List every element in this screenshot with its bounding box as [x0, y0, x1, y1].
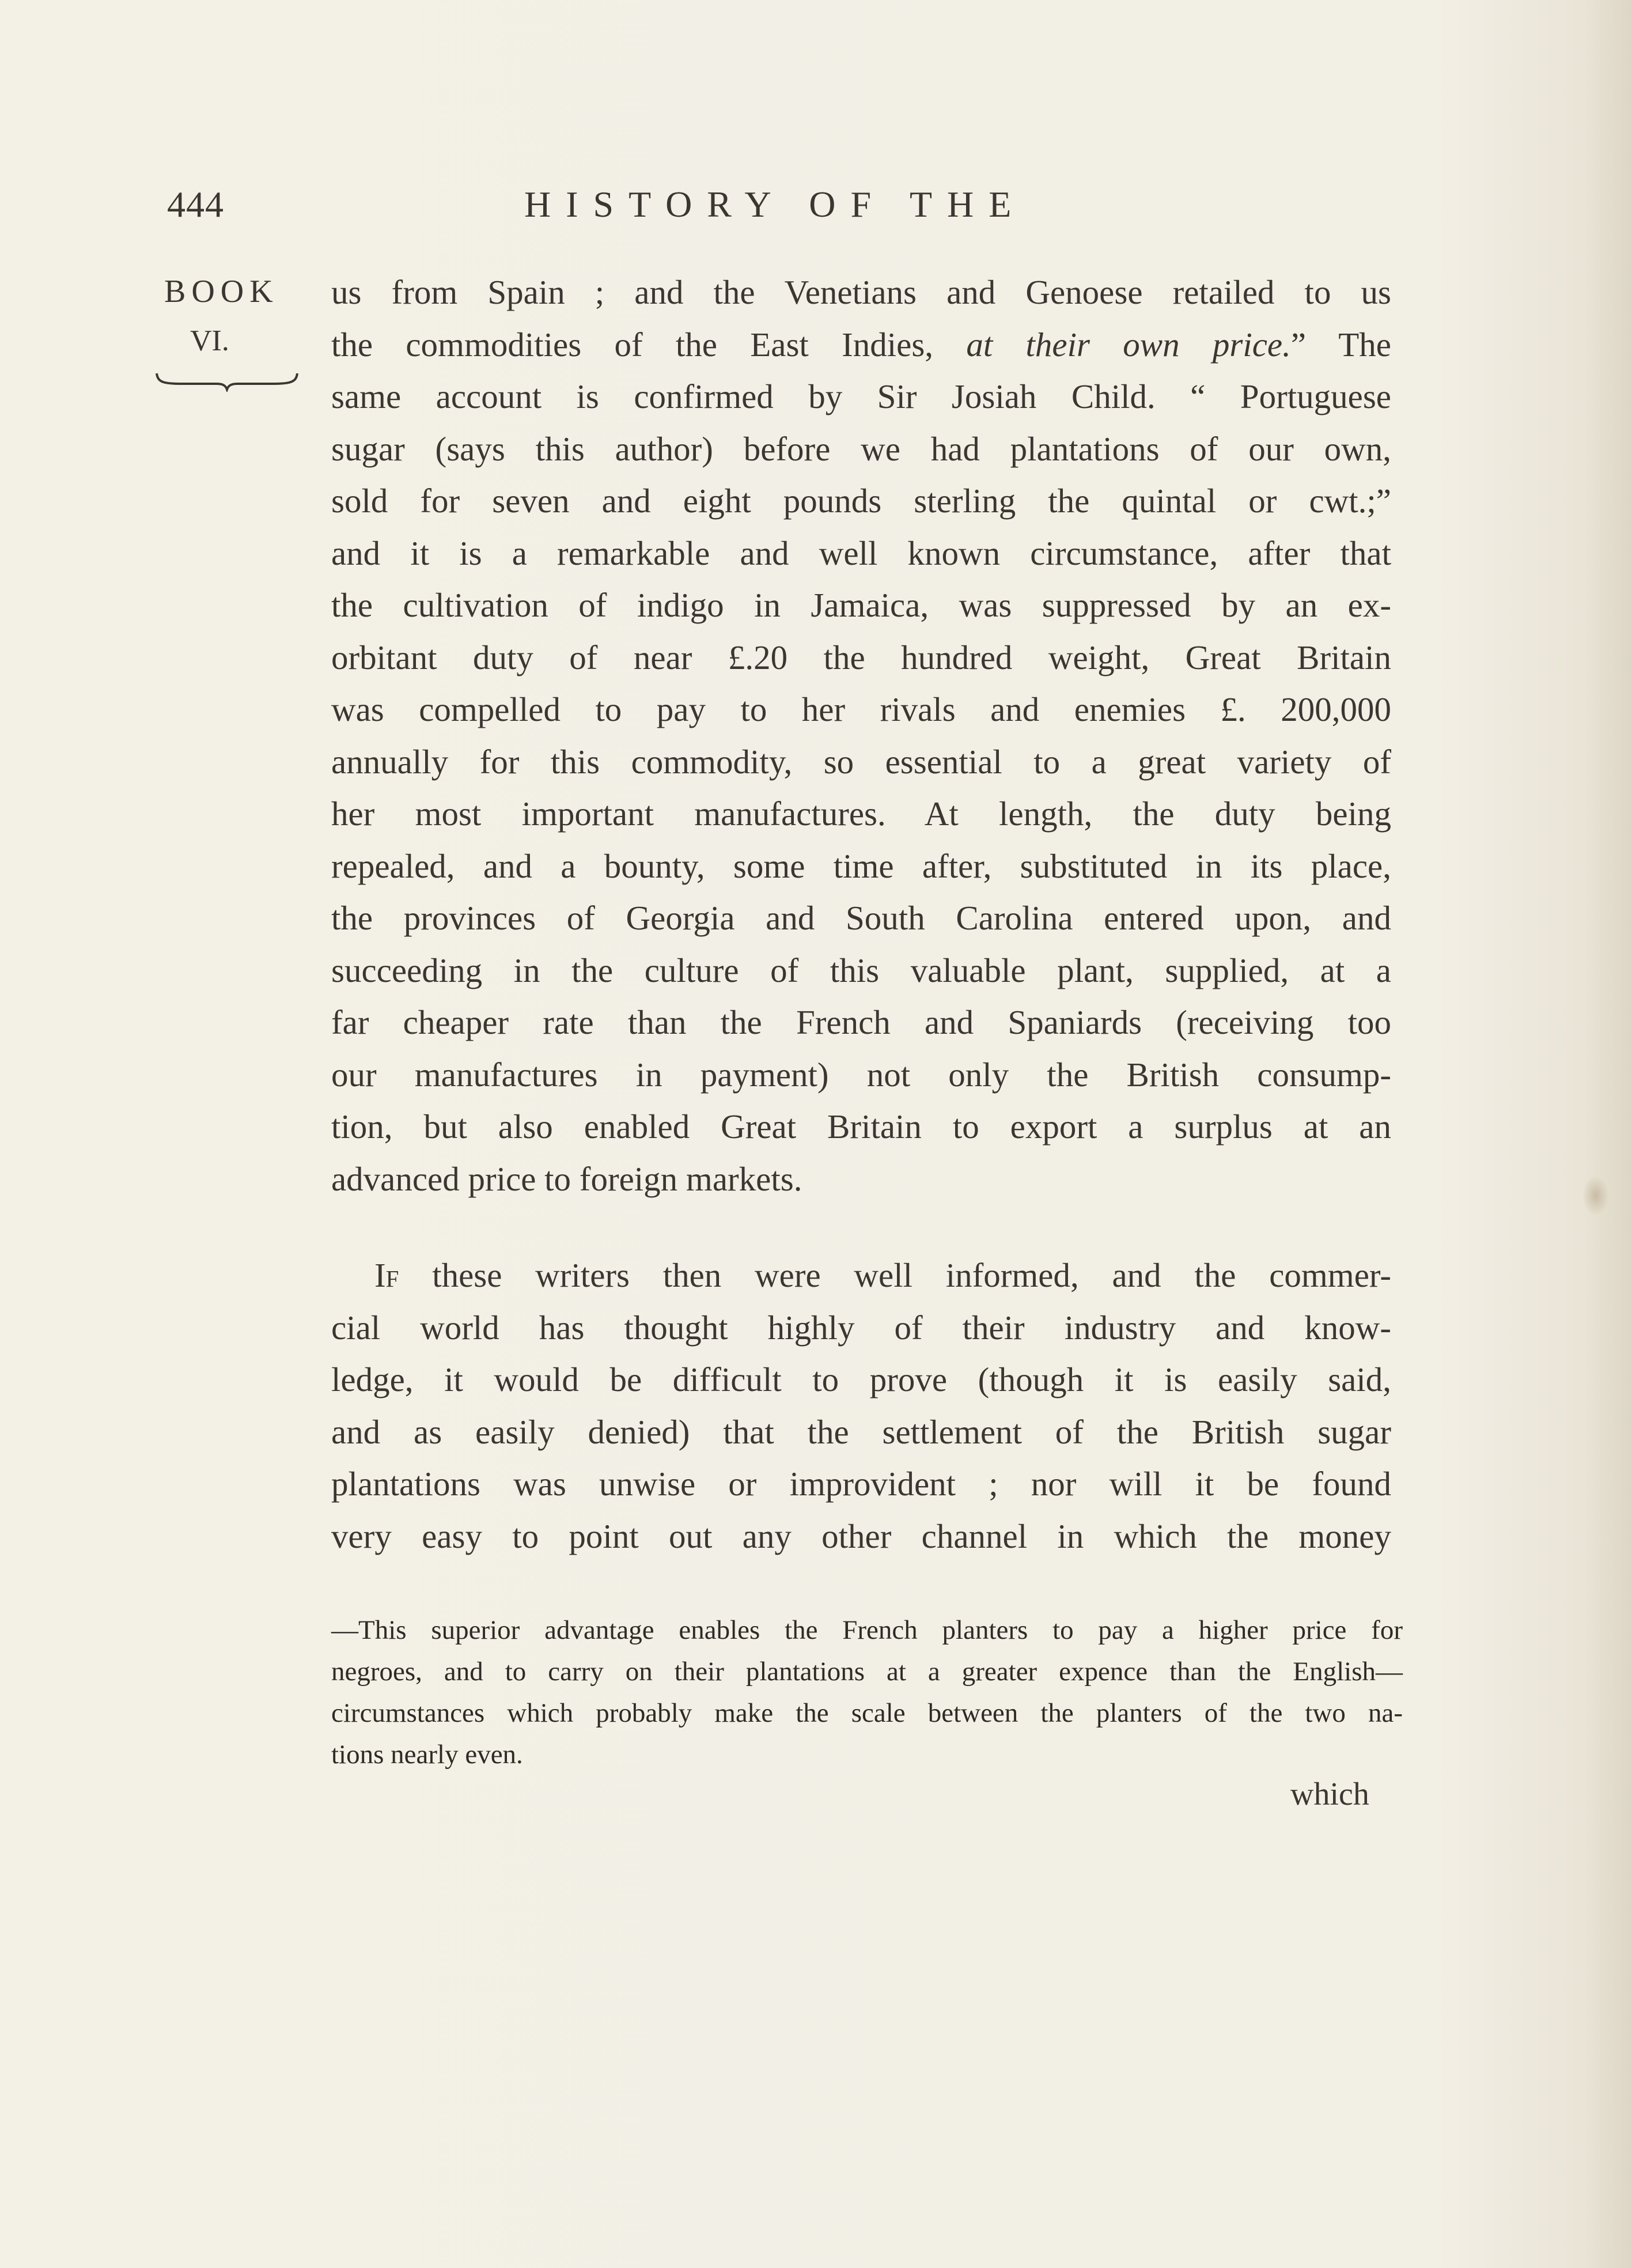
footnote-line-3: circumstances which probably make the scale between the planters of the two na-	[331, 1698, 1403, 1728]
paragraph-1-line-18: advanced price to foreign markets.	[331, 1159, 802, 1198]
body-paragraph-2	[331, 1249, 1391, 1562]
paragraph-2-line-2: cial world has thought highly of their industry and know-	[331, 1308, 1391, 1347]
margin-volume-label: VI.	[190, 324, 229, 357]
running-title: HISTORY OF THE	[524, 184, 1027, 225]
paragraph-1-line-8: orbitant duty of near £.20 the hundred weight, Great Britain	[331, 638, 1391, 676]
paragraph-2-line-3: ledge, it would be difficult to prove (though it is easily said,	[331, 1360, 1391, 1398]
paragraph-1-line-9: was compelled to pay to her rivals and enemies £. 200,000	[331, 690, 1391, 728]
paragraph-1-line-7: the cultivation of indigo in Jamaica, was suppressed by an ex-	[331, 586, 1391, 624]
catchword: which	[1290, 1776, 1369, 1812]
paragraph-1-line-12: repealed, and a bounty, some time after, substituted in its place,	[331, 846, 1391, 885]
paragraph-2-line-6: very easy to point out any other channel in which the money	[331, 1517, 1391, 1555]
paragraph-1-line-5: sold for seven and eight pounds sterling the quintal or cwt.;”	[331, 482, 1391, 520]
footnote	[331, 1609, 1403, 1775]
paragraph-1-line-10: annually for this commodity, so essential to a great variety of	[331, 742, 1391, 781]
paragraph-2-first-line-rest: these writers then were well informed, and the commer-	[399, 1256, 1391, 1294]
paragraph-2-lead-word: If	[374, 1256, 399, 1294]
paragraph-1-line-16: our manufactures in payment) not only the British consump-	[331, 1055, 1391, 1094]
footnote-line-1: —This superior advantage enables the French planters to pay a higher price for	[331, 1615, 1403, 1645]
paragraph-1-line-11: her most important manufactures. At length, the duty being	[331, 795, 1391, 833]
page-number: 444	[167, 184, 224, 225]
footnote-line-4: tions nearly even.	[331, 1740, 523, 1770]
footnote-line-2: negroes, and to carry on their plantations at a greater expence than the English—	[331, 1657, 1403, 1687]
paragraph-1-line-2: the commodities of the East Indies, at their own price.” The	[331, 325, 1391, 364]
margin-book-label: BOOK	[164, 274, 279, 309]
paragraph-2-line-5: plantations was unwise or improvident ; nor will it be found	[331, 1465, 1391, 1503]
paragraph-1-line-17: tion, but also enabled Great Britain to export a surplus at an	[331, 1107, 1391, 1146]
paragraph-1-line-1: us from Spain ; and the Venetians and Genoese retailed to us	[331, 273, 1391, 311]
paragraph-1-line-4: sugar (says this author) before we had plantations of our own,	[331, 429, 1391, 468]
paragraph-1-line-3: same account is confirmed by Sir Josiah Child. “ Portuguese	[331, 377, 1391, 415]
paragraph-1-line-13: the provinces of Georgia and South Carolina entered upon, and	[331, 899, 1391, 937]
paragraph-1-line-6: and it is a remarkable and well known circumstance, after that	[331, 534, 1391, 572]
paragraph-1-line-14: succeeding in the culture of this valuable plant, supplied, at a	[331, 951, 1391, 989]
body-paragraph-1	[331, 266, 1391, 1205]
paper-stain	[1582, 1175, 1609, 1216]
paragraph-1-line-15: far cheaper rate than the French and Spaniards (receiving too	[331, 1003, 1391, 1041]
paragraph-2-line-1	[331, 1249, 1391, 1302]
paragraph-2-line-4: and as easily denied) that the settlement of the British sugar	[331, 1412, 1391, 1451]
margin-brace-ornament	[154, 369, 300, 392]
